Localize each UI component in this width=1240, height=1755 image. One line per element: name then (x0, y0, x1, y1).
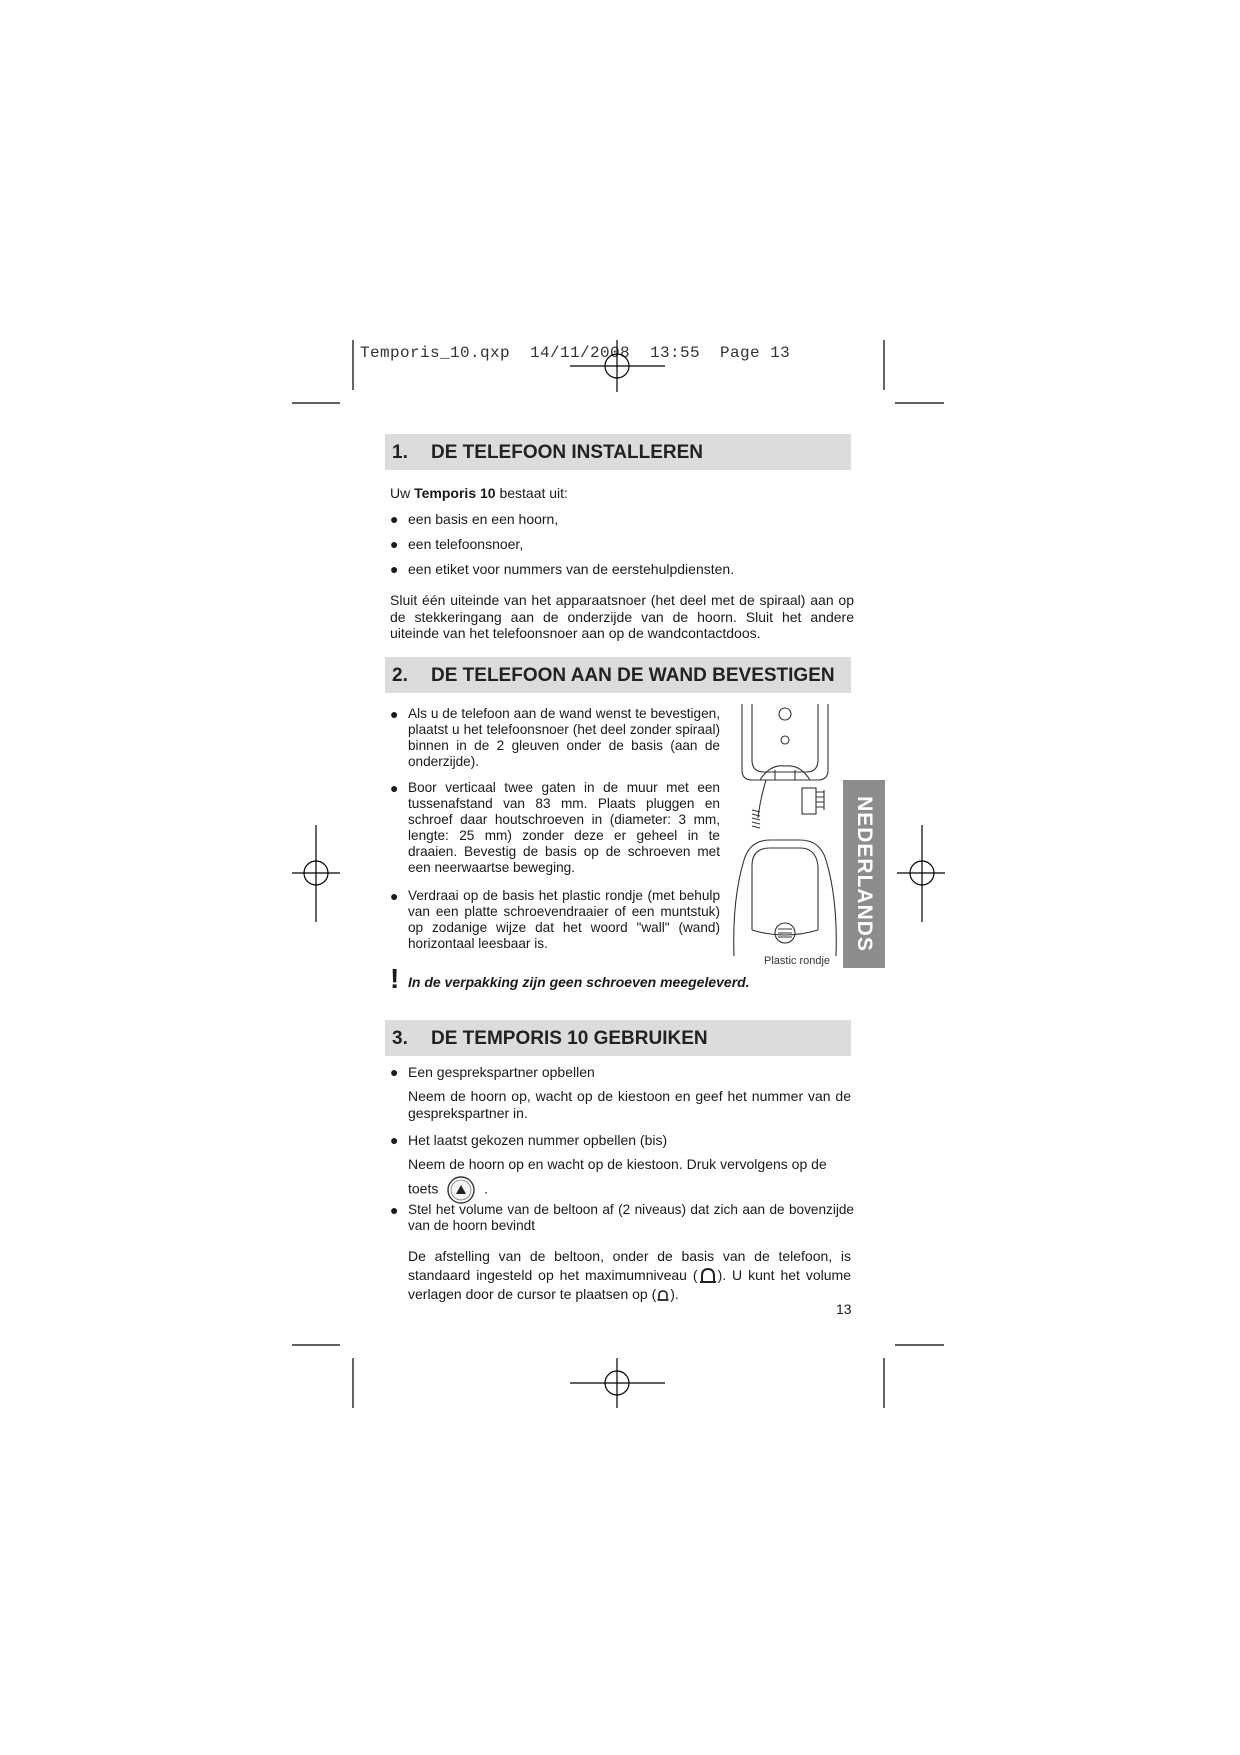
section-2-title: DE TELEFOON AAN DE WAND BEVESTIGEN (431, 665, 835, 686)
section-1-paragraph: Sluit één uiteinde van het apparaatsnoer (het deel met de spiraal) aan op de stekkeringang aan de onderzijde van de hoorn. Sluit het andere uiteinde van het telefoonsnoer aan op de wandcontactdoos. (390, 592, 854, 641)
product-name: Temporis 10 (414, 485, 496, 501)
item-2-description (408, 1156, 851, 1205)
bullet: ● (390, 511, 399, 527)
bullet: ● (390, 706, 399, 722)
list-item-text: een etiket voor nummers van de eerstehulpdiensten. (408, 561, 735, 577)
list-item-text: een telefoonsnoer, (408, 536, 524, 552)
section-1-title: DE TELEFOON INSTALLEREN (431, 442, 703, 463)
warning-text: In de verpakking zijn geen schroeven meegeleverd. (408, 974, 750, 990)
list-item-title: Een gesprekspartner opbellen (408, 1064, 595, 1080)
bell-min-icon (656, 1289, 670, 1303)
bell-max-icon (698, 1267, 718, 1285)
list-item-title: Het laatst gekozen nummer opbellen (bis) (408, 1132, 668, 1148)
exclamation-icon: ! (390, 963, 400, 994)
bullet: ● (390, 561, 399, 577)
item-3-text: ). U kunt het volume verlagen door de cursor te plaatsen op ( (408, 1267, 851, 1303)
bullet: ● (390, 536, 399, 552)
figure-caption: Plastic rondje (764, 955, 831, 967)
item-3-text: De afstelling van de beltoon, onder de basis van de telefoon, is standaard ingesteld op het maximumniveau ( (408, 1248, 851, 1283)
print-slug: Temporis_10.qxp 14/11/2008 13:55 Page 13 (360, 344, 791, 362)
bullet: ● (390, 888, 399, 904)
language-tab-label: NEDERLANDS (853, 796, 876, 952)
list-item-text: een basis en een hoorn, (408, 511, 559, 527)
page-number: 13 (836, 1301, 852, 1317)
bullet: ● (390, 780, 399, 796)
item-2-end: . (484, 1180, 489, 1197)
item-2-line: Neem de hoorn op en wacht op de kiestoon. Druk vervolgens op de (408, 1156, 827, 1172)
section-1-intro (390, 485, 850, 502)
list-item-text: Verdraai op de basis het plastic rondje (met behulp van een platte schroevendraaier of een muntstuk) op zodanige wijze dat het woord "wall" (wand) horizontaal leesbaar is. (408, 888, 720, 951)
item-2-key-label: toets (408, 1180, 439, 1197)
bullet: ● (390, 1064, 399, 1080)
bullet: ● (390, 1132, 399, 1148)
item-3-text: ). (670, 1286, 679, 1303)
intro-text: Uw (390, 485, 415, 501)
item-3-description (408, 1247, 851, 1304)
section-3-number: 3. (392, 1028, 408, 1049)
section-1-number: 1. (392, 442, 408, 463)
bullet: ● (390, 1202, 399, 1218)
list-item-title: Stel het volume van de beltoon af (2 niveaus) dat zich aan de bovenzijde van de hoorn bevindt (408, 1202, 854, 1233)
section-3-heading (385, 1020, 851, 1056)
list-item-text: Boor verticaal twee gaten in de muur met een tussenafstand van 83 mm. Plaats pluggen en schroef daar houtschroeven in (diameter: 3 mm, lengte: 25 mm) zonder deze er geheel in te draaien. Bevestig de basis op de schroeven met een neerwaartse beweging. (408, 780, 720, 875)
language-tab (843, 780, 885, 968)
intro-text-end: bestaat uit: (495, 485, 568, 501)
list-item-text: Als u de telefoon aan de wand wenst te bevestigen, plaatst u het telefoonsnoer (het deel zonder spiraal) binnen in de 2 gleuven onder de basis (aan de onderzijde). (408, 706, 720, 769)
section-2-number: 2. (392, 665, 408, 686)
section-2-heading (385, 657, 851, 693)
redial-key-icon (444, 1175, 478, 1205)
section-3-title: DE TEMPORIS 10 GEBRUIKEN (431, 1028, 708, 1049)
section-1-heading (385, 434, 851, 470)
item-1-description: Neem de hoorn op, wacht op de kiestoon en geef het nummer van de gesprekspartner in. (408, 1088, 851, 1121)
wall-mount-illustration (730, 700, 840, 965)
